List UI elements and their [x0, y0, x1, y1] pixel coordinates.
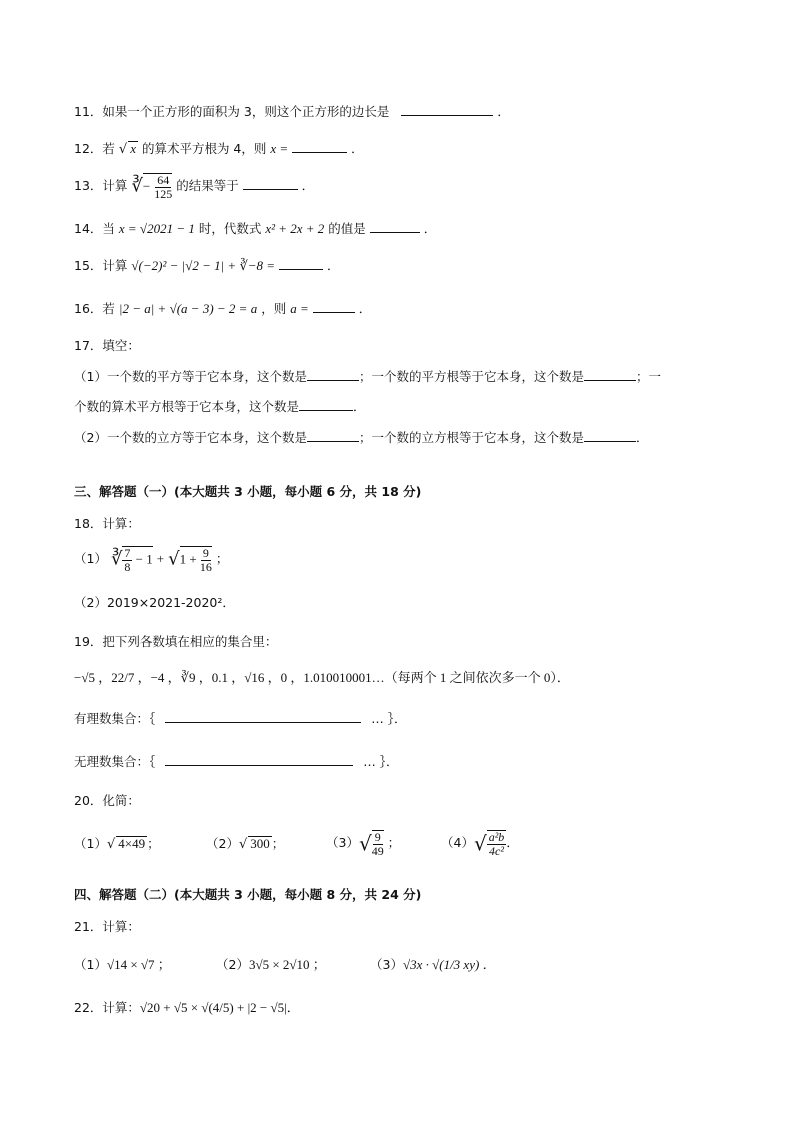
question-22 [74, 1001, 300, 1015]
numerator: a²b [488, 830, 505, 844]
part-label: （1） [74, 957, 107, 972]
close-brace: ｝． [379, 754, 399, 769]
part-label: （3） [370, 957, 403, 972]
period: ． [635, 430, 649, 445]
question-22-prefix: 22．计算： [74, 1000, 140, 1015]
question-14-text-2: 的值是 [328, 221, 366, 236]
part-label: （4） [441, 835, 474, 851]
question-19-numbers: −√5 ，22/7 ，−4 ，∛9 ，0.1 ，√16 ，0 ，1.010010001…（每两个 1 之间依次多一个 0）． [74, 670, 570, 685]
period: ． [353, 399, 366, 414]
question-21-title: 21．计算： [74, 919, 140, 934]
period: ． [351, 141, 364, 156]
var-a-eq: a = [290, 301, 309, 316]
math-expression: |2 − a| + √(a − 3) − 2 = a [118, 301, 258, 316]
question-18-title: 18．计算： [74, 516, 140, 531]
section-3-heading: 三、解答题（一）(本大题共 3 小题，每小题 6 分，共 18 分) [74, 484, 422, 499]
question-20-part3: （3）√ $\frac{9}{49}$ ； [326, 830, 401, 858]
question-13-text: 的结果等于 [176, 178, 239, 194]
period: ． [358, 301, 372, 316]
question-13 [74, 173, 314, 200]
question-12-prefix: 12．若 [74, 141, 115, 156]
period: ． [497, 104, 510, 119]
part-label: （2） [216, 957, 249, 972]
question-18-part2: （2）2019×2021-2020²． [74, 595, 235, 610]
answer-blank[interactable] [299, 409, 353, 411]
question-11-text: 11．如果一个正方形的面积为 3，则这个正方形的边长是 [74, 104, 390, 119]
math-expression: √20 + √5 × √(4/5) + |2 − √5|． [139, 1000, 300, 1015]
radicand: 1 + $\frac{9}{16}$ [179, 546, 212, 574]
answer-blank[interactable] [584, 440, 636, 442]
question-17-part1-cont [74, 401, 366, 414]
answer-blank[interactable] [292, 151, 347, 153]
period: ． [327, 258, 340, 273]
question-20-parts: （1）√ 4×49 ； [74, 836, 160, 852]
question-20-title: 20．化简： [74, 793, 140, 808]
answer-blank[interactable] [243, 188, 298, 190]
question-14-text: 时，代数式 [198, 221, 262, 236]
question-15-prefix: 15．计算 [74, 258, 128, 273]
question-17-title: 17．填空： [74, 338, 140, 353]
question-16 [74, 302, 371, 316]
ellipsis: … [363, 754, 376, 769]
denominator: 8 [124, 559, 131, 574]
cube-root-sign: ∛ [131, 175, 143, 197]
denominator: 4c² [489, 843, 504, 858]
denominator: 49 [371, 843, 384, 858]
close-brace: ｝． [387, 711, 407, 726]
text: ；一个数的平方根等于它本身，这个数是 [358, 369, 584, 384]
numerator: 9 [202, 546, 209, 560]
answer-blank[interactable] [307, 440, 359, 442]
question-14 [74, 222, 436, 236]
question-16-text: ，则 [261, 301, 287, 316]
question-20-part2: （2）√ 300 ； [206, 836, 285, 852]
section-4-heading: 四、解答题（二）(本大题共 3 小题，每小题 8 分，共 24 分) [74, 887, 422, 902]
rational-set [74, 713, 406, 726]
question-18-part1: （1） ∛ $\frac{7}{8}$ − 1 + √1 + $\frac{9}{16}$ ； [74, 546, 229, 574]
sqrt-sign: √ [168, 548, 180, 570]
part-label: （3） [326, 835, 359, 851]
text: ；一个数的立方根等于它本身，这个数是 [358, 430, 584, 445]
answer-blank[interactable] [165, 764, 353, 766]
question-12 [74, 141, 364, 156]
part-label: （2） [206, 836, 239, 851]
question-21-part1 [74, 958, 171, 972]
text: （1）一个数的平方等于它本身，这个数是 [74, 369, 307, 384]
answer-blank[interactable] [584, 379, 636, 381]
fraction [154, 174, 172, 200]
radicand: 4×49 [118, 836, 146, 851]
question-13-prefix: 13．计算 [74, 178, 128, 194]
question-11 [74, 106, 510, 119]
answer-blank[interactable] [165, 721, 361, 723]
answer-blank[interactable] [279, 268, 323, 270]
answer-blank[interactable] [313, 311, 355, 313]
period: ． [423, 221, 437, 236]
answer-blank[interactable] [307, 379, 359, 381]
ellipsis: … [371, 711, 384, 726]
cube-root-sign: ∛ [110, 548, 123, 570]
math-expression: √3x · √(1/3 xy) ． [402, 957, 496, 972]
label: 无理数集合：｛ [74, 754, 156, 769]
text: （2）一个数的立方等于它本身，这个数是 [74, 430, 307, 445]
math-expression: √(−2)² − |√2 − 1| + ∛−8 = [131, 258, 276, 273]
sqrt-x: √ x [118, 141, 136, 157]
numerator: 7 [124, 546, 131, 560]
math-expression: x = √2021 − 1 [118, 221, 195, 236]
irrational-set [74, 756, 398, 769]
question-21-part3 [370, 958, 496, 972]
denominator: 125 [154, 186, 173, 201]
question-14-prefix: 14．当 [74, 221, 115, 236]
var-x-eq: x = [270, 141, 289, 156]
question-17-part2 [74, 432, 649, 445]
numerator: 64 [157, 173, 170, 187]
math-expression: 3√5 × 2√10 ； [248, 957, 326, 972]
question-19-title: 19．把下列各数填在相应的集合里： [74, 634, 278, 649]
answer-blank[interactable] [401, 114, 493, 116]
question-20-part4: （4）√ $\frac{\text{a²b}}{\text{4c²}}$ ． [441, 830, 519, 858]
period: ． [301, 178, 315, 194]
question-15 [74, 259, 340, 273]
numerator: 9 [374, 830, 381, 844]
label: 有理数集合：｛ [74, 711, 156, 726]
text: ；一 [635, 369, 661, 384]
math-expression: √14 × √7 ； [106, 957, 171, 972]
polynomial: x² + 2x + 2 [265, 221, 325, 236]
question-16-prefix: 16．若 [74, 301, 115, 316]
radicand: $\frac{7}{8}$ − 1 [124, 546, 153, 574]
question-21-part2 [216, 958, 326, 972]
part-label: （1） [74, 551, 107, 567]
answer-blank[interactable] [370, 231, 420, 233]
question-12-text: 的算术平方根为 4，则 [141, 141, 267, 156]
denominator: 16 [199, 559, 212, 574]
question-17-part1 [74, 371, 661, 384]
part-label: （1） [74, 836, 107, 851]
cube-root-radicand: − $\frac{64}{125}$ [142, 173, 173, 201]
radicand: 300 [250, 836, 270, 851]
text: 个数的算术平方根等于它本身，这个数是 [74, 399, 300, 414]
